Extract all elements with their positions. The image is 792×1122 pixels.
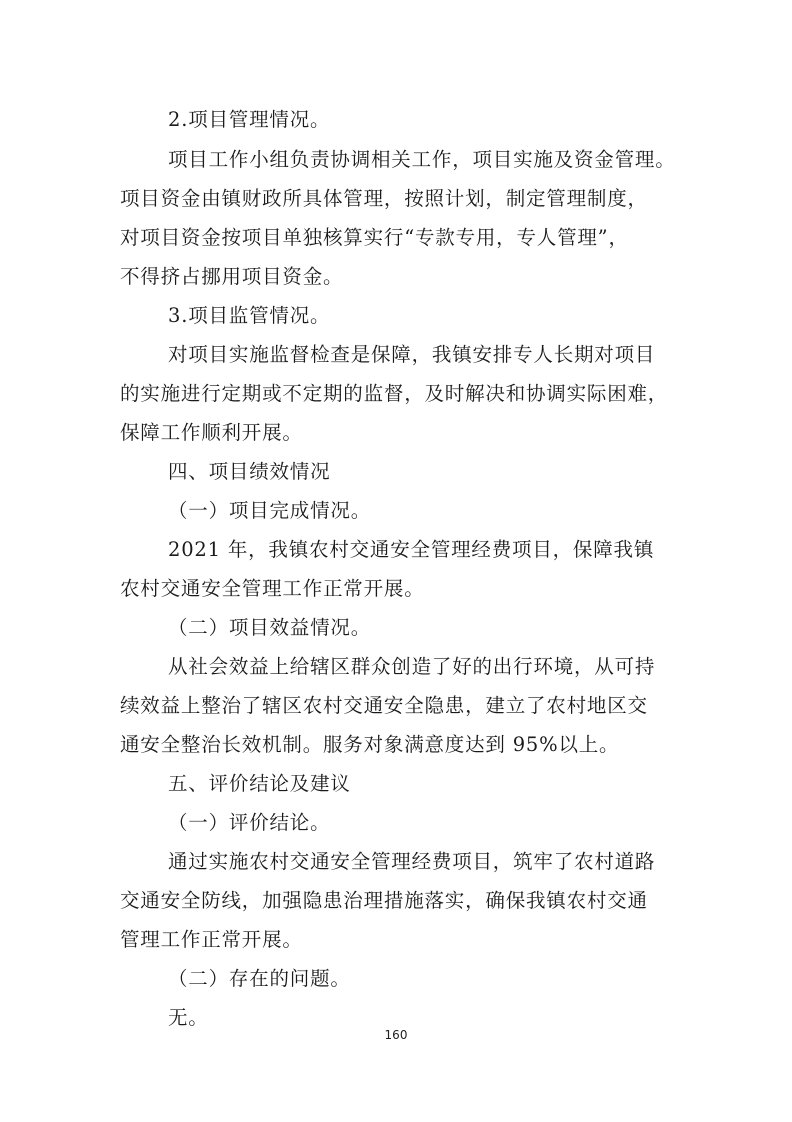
paragraph-line: 项目资金由镇财政所具体管理，按照计划，制定管理制度， xyxy=(120,187,648,210)
paragraph-line: 的实施进行定期或不定期的监督，及时解决和协调实际困难， xyxy=(120,382,669,405)
page-number: 160 xyxy=(384,1028,408,1042)
section-heading-project-management: 2.项目管理情况。 xyxy=(168,108,331,131)
paragraph-line: 无。 xyxy=(168,1006,209,1029)
paragraph-line: 农村交通安全管理工作正常开展。 xyxy=(120,577,425,600)
paragraph-line: 通安全整治长效机制。服务对象满意度达到 95%以上。 xyxy=(120,733,620,756)
section-heading-performance: 四、项目绩效情况 xyxy=(168,460,331,483)
paragraph-line: 从社会效益上给辖区群众创造了好的出行环境，从可持 xyxy=(168,655,656,678)
paragraph-line: 2021 年，我镇农村交通安全管理经费项目，保障我镇 xyxy=(168,538,655,561)
paragraph-line: 保障工作顺利开展。 xyxy=(120,421,303,444)
paragraph-line: 项目工作小组负责协调相关工作，项目实施及资金管理。 xyxy=(168,148,676,171)
paragraph-line: 通过实施农村交通安全管理经费项目，筑牢了农村道路 xyxy=(168,850,656,873)
section-heading-conclusion: 五、评价结论及建议 xyxy=(168,772,351,795)
paragraph-line: 续效益上整治了辖区农村交通安全隐患，建立了农村地区交 xyxy=(120,694,648,717)
subsection-heading-benefits: （二）项目效益情况。 xyxy=(168,616,372,639)
paragraph-line: 交通安全防线，加强隐患治理措施落实，确保我镇农村交通 xyxy=(120,889,648,912)
subsection-heading-completion: （一）项目完成情况。 xyxy=(168,499,372,522)
paragraph-line: 不得挤占挪用项目资金。 xyxy=(120,265,344,288)
paragraph-line: 管理工作正常开展。 xyxy=(120,928,303,951)
subsection-heading-evaluation: （一）评价结论。 xyxy=(168,811,331,834)
subsection-heading-issues: （二）存在的问题。 xyxy=(168,967,351,990)
section-heading-project-supervision: 3.项目监管情况。 xyxy=(168,304,331,327)
paragraph-line: 对项目资金按项目单独核算实行“专款专用，专人管理”， xyxy=(120,226,629,249)
paragraph-line: 对项目实施监督检查是保障，我镇安排专人长期对项目 xyxy=(168,343,656,366)
